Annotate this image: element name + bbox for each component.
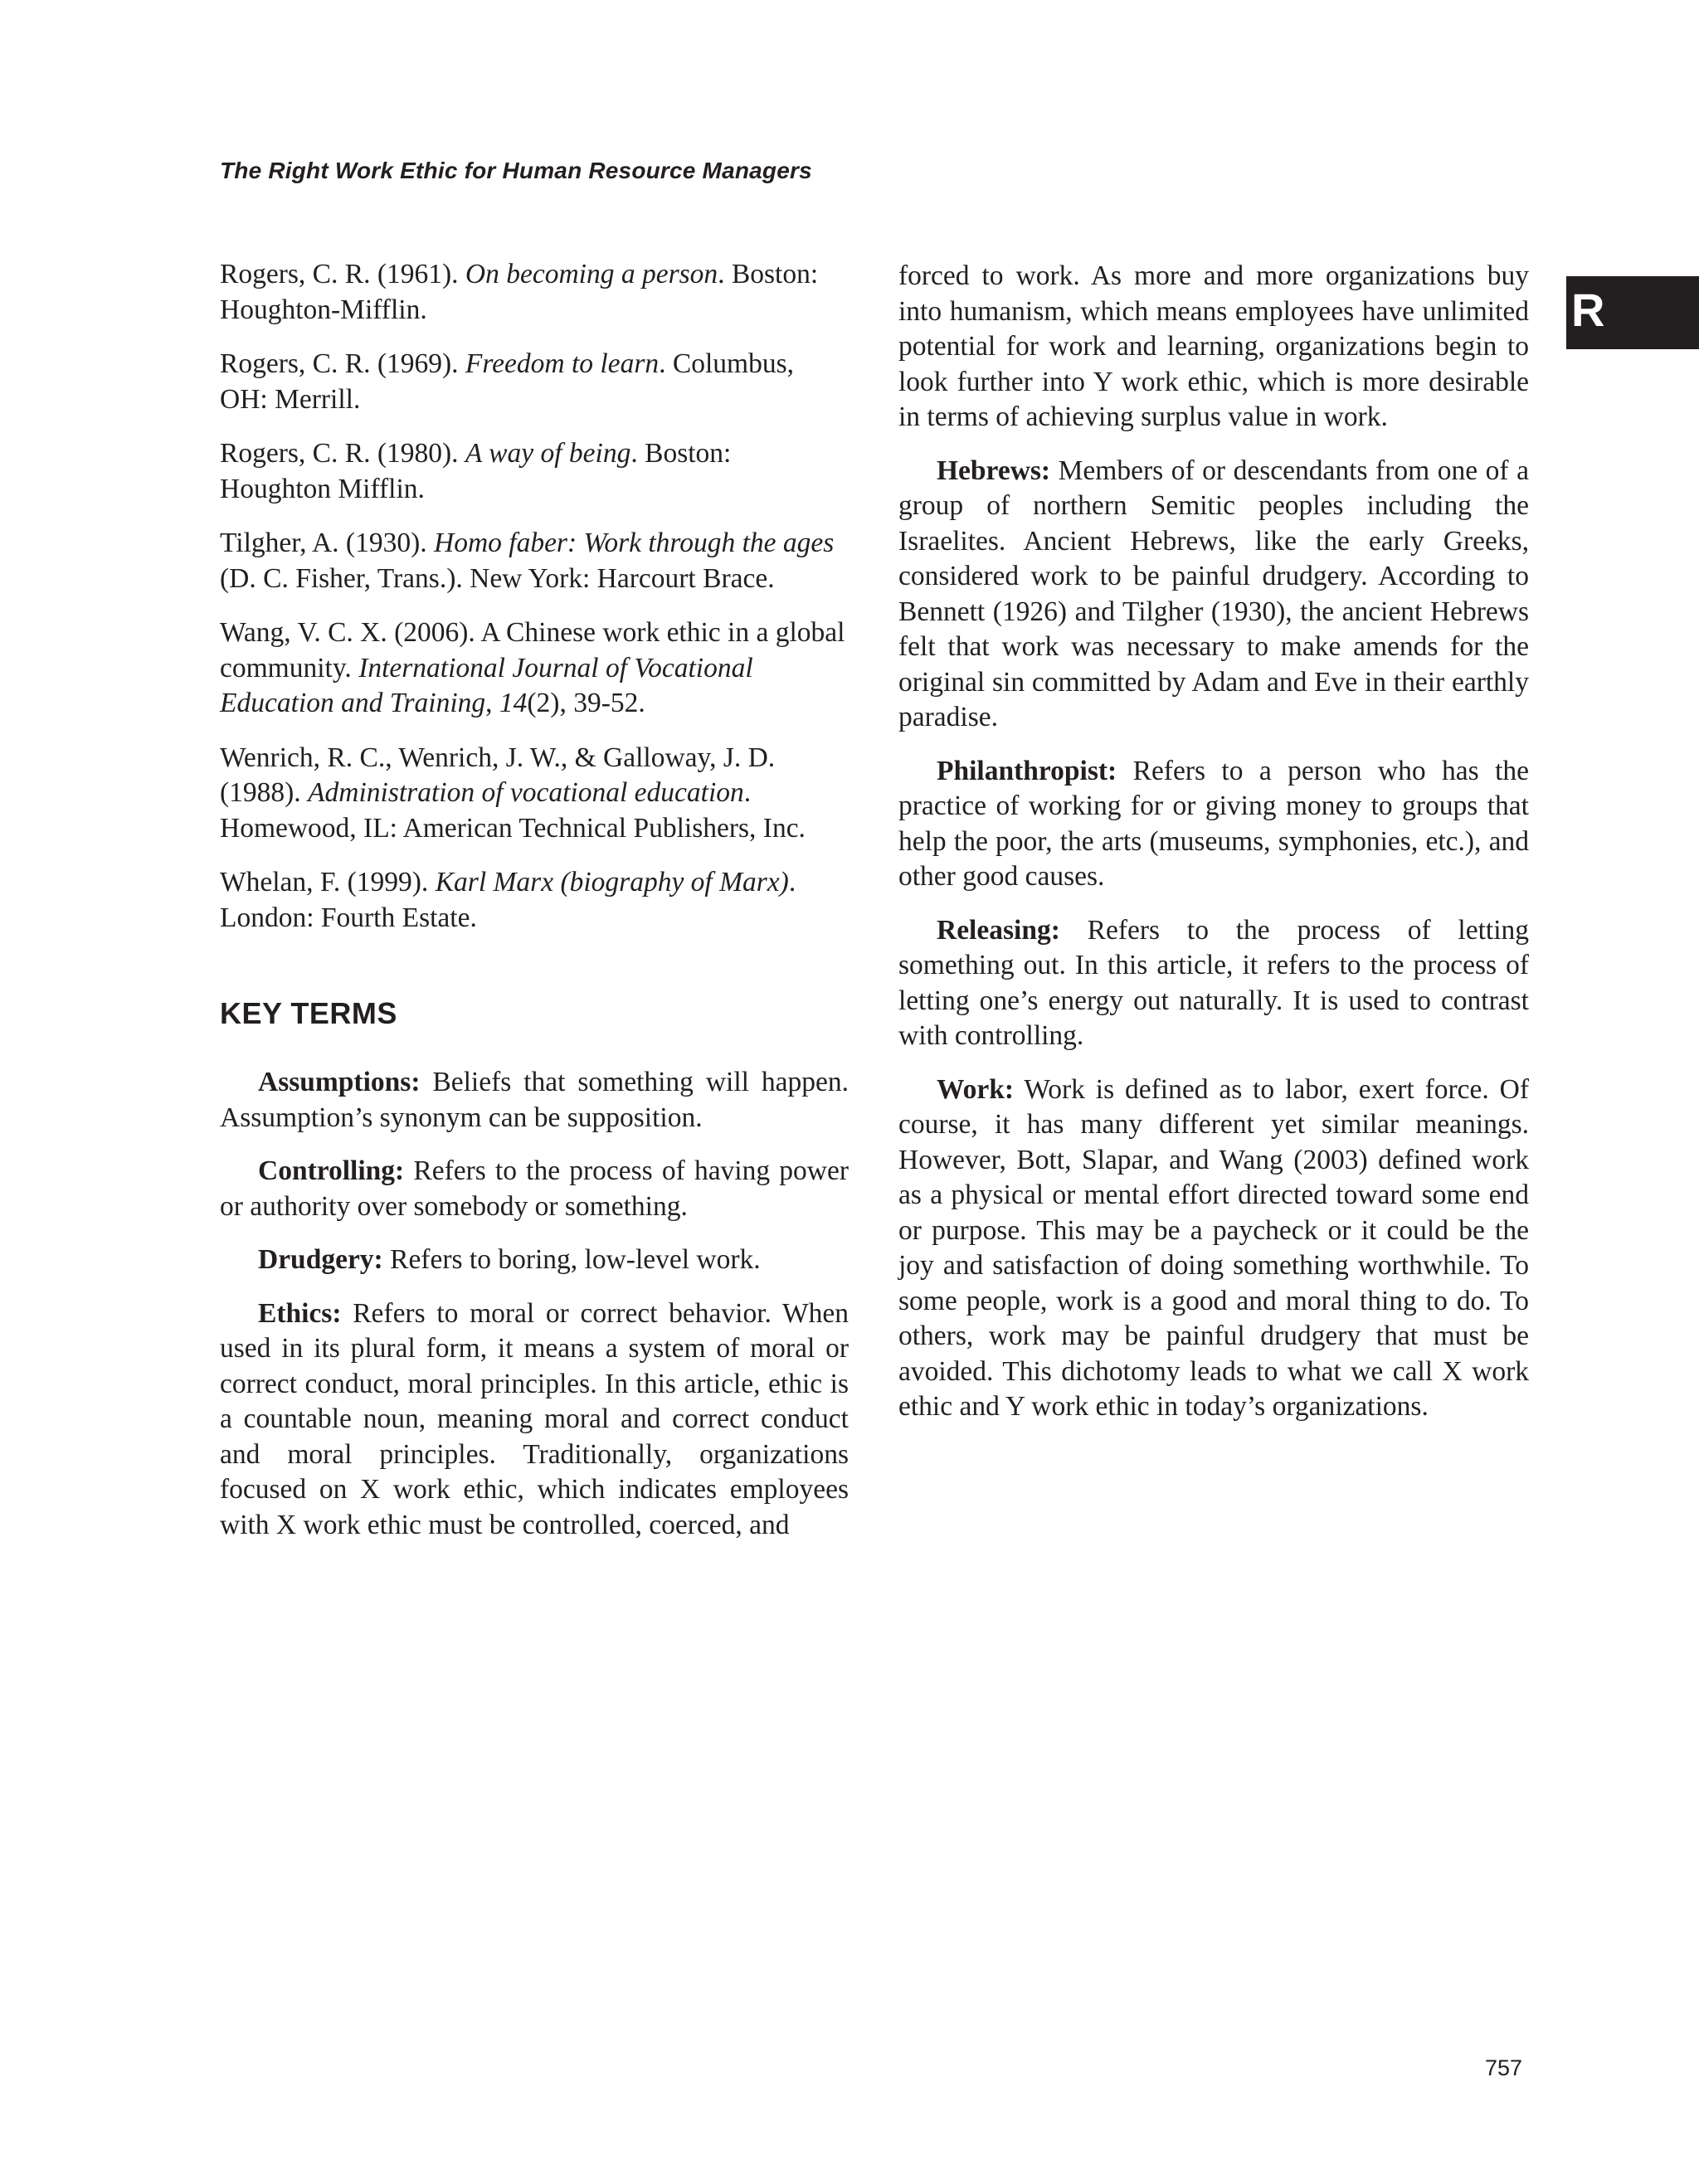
key-term-definition: Work is defined as to labor, exert force. Of course, it has many different yet similar meanings. However, Bott, Slapar, and Wang (2003) defined work as a physical or mental effort directed toward some end or purpose. This may be a paycheck or it could be the joy and satisfaction of doing something worthwhile. To some people, work is a good and moral thing to do. To others, work may be painful drudgery that must be avoided. This dichotomy leads to what we call X work ethic and Y work ethic in today’s organizations. [898, 1073, 1529, 1422]
reference-text: . Boston: Houghton Mifflin. [220, 438, 732, 504]
reference-title: International Journal of Vocational Education and Training [220, 652, 753, 718]
reference-text: Wang, V. C. X. (2006). A Chinese work ethic in a global community. [220, 617, 845, 683]
reference-entry [220, 741, 849, 847]
reference-title: Freedom to learn [465, 348, 660, 379]
key-term-entry [220, 1243, 849, 1278]
reference-text: Wenrich, R. C., Wenrich, J. W., & Galloway, J. D. (1988). [220, 742, 776, 808]
reference-entry [220, 526, 849, 596]
reference-title: On becoming a person [465, 259, 718, 289]
reference-text: . Columbus, OH: Merrill. [220, 348, 794, 415]
key-term-definition: Refers to the process of having power or authority over somebody or something. [220, 1155, 849, 1222]
key-term-definition: Refers to boring, low-level work. [382, 1244, 761, 1275]
left-column [220, 257, 849, 1561]
key-term-entry [898, 754, 1529, 895]
key-terms-heading: KEY TERMS [220, 996, 397, 1030]
key-term-definition: Beliefs that something will happen. Assumption’s synonym can be supposition. [220, 1067, 849, 1133]
key-term-label: Hebrews: [937, 455, 1051, 486]
running-head: The Right Work Ethic for Human Resource Managers [220, 158, 812, 183]
reference-text: Whelan, F. (1999). [220, 867, 436, 897]
key-term-entry [898, 913, 1529, 1054]
reference-entry [220, 865, 849, 936]
reference-text: Tilgher, A. (1930). [220, 528, 434, 558]
reference-text: Rogers, C. R. (1969). [220, 348, 465, 379]
page-number: 757 [1485, 2055, 1523, 2080]
reference-text: Rogers, C. R. (1961). [220, 259, 465, 289]
key-term-label: Drudgery: [258, 1244, 383, 1275]
reference-list [220, 257, 849, 936]
right-column [898, 259, 1529, 1443]
key-term-label: Releasing: [937, 914, 1060, 946]
reference-entry [220, 436, 849, 507]
key-term-label: Work: [937, 1073, 1015, 1105]
reference-title: A way of being [465, 438, 631, 469]
key-term-label: Philanthropist: [937, 755, 1117, 786]
reference-text: . Boston: Houghton-Mifflin. [220, 259, 819, 325]
key-term-definition: Refers to moral or correct behavior. When used in its plural form, it means a system of moral or correct conduct, moral principles. In this article, ethic is a countable noun, meaning moral and correct conduct and moral principles. Traditionally, organizations focused on X work ethic, which indicates employees with X work ethic must be controlled, coerced, and [220, 1297, 849, 1540]
reference-title: Homo faber: Work through the ages [434, 528, 835, 558]
key-term-entry [220, 1296, 849, 1544]
key-term-label: Controlling: [258, 1155, 405, 1186]
reference-entry [220, 257, 849, 328]
reference-text: Rogers, C. R. (1980). [220, 438, 465, 469]
key-term-definition: Refers to the process of letting something out. In this article, it refers to the process of letting one’s energy out naturally. It is used to contrast with controlling. [898, 914, 1529, 1051]
continued-paragraph: forced to work. As more and more organizations buy into humanism, which means employees have unlimited potential for work and learning, organizations begin to look further into Y work ethic, which is more desirable in terms of achieving surplus value in work. [898, 260, 1529, 432]
reference-title: Karl Marx (biography of Marx) [435, 867, 789, 897]
reference-text: . Homewood, IL: American Technical Publishers, Inc. [220, 777, 806, 844]
key-term-label: Ethics: [258, 1297, 342, 1329]
reference-text: . London: Fourth Estate. [220, 867, 796, 933]
reference-volume: 14 [499, 688, 528, 718]
key-term-entry [220, 1154, 849, 1224]
reference-text: , [485, 688, 499, 718]
key-term-entry [898, 1073, 1529, 1425]
reference-text: (2), 39-52. [527, 688, 645, 718]
reference-entry [220, 347, 849, 417]
key-term-entry [898, 454, 1529, 736]
key-term-label: Assumptions: [258, 1067, 421, 1097]
section-tab [1566, 276, 1699, 349]
reference-text: (D. C. Fisher, Trans.). New York: Harcourt Brace. [220, 562, 775, 594]
key-term-definition: Refers to a person who has the practice of working for or giving money to groups that help the poor, the arts (museums, symphonies, etc.), and other good causes. [898, 755, 1529, 892]
key-term-definition: Members of or descendants from one of a group of northern Semitic peoples including the Israelites. Ancient Hebrews, like the early Greeks, considered work to be painful drudgery. According to Bennett (1926) and Tilgher (1930), the ancient Hebrews felt that work was necessary to make amends for the original sin committed by Adam and Eve in their earthly paradise. [898, 455, 1529, 732]
section-tab-letter: R [1571, 284, 1605, 336]
reference-entry [220, 615, 849, 722]
key-term-entry [220, 1065, 849, 1136]
reference-title: Administration of vocational education [308, 777, 744, 808]
